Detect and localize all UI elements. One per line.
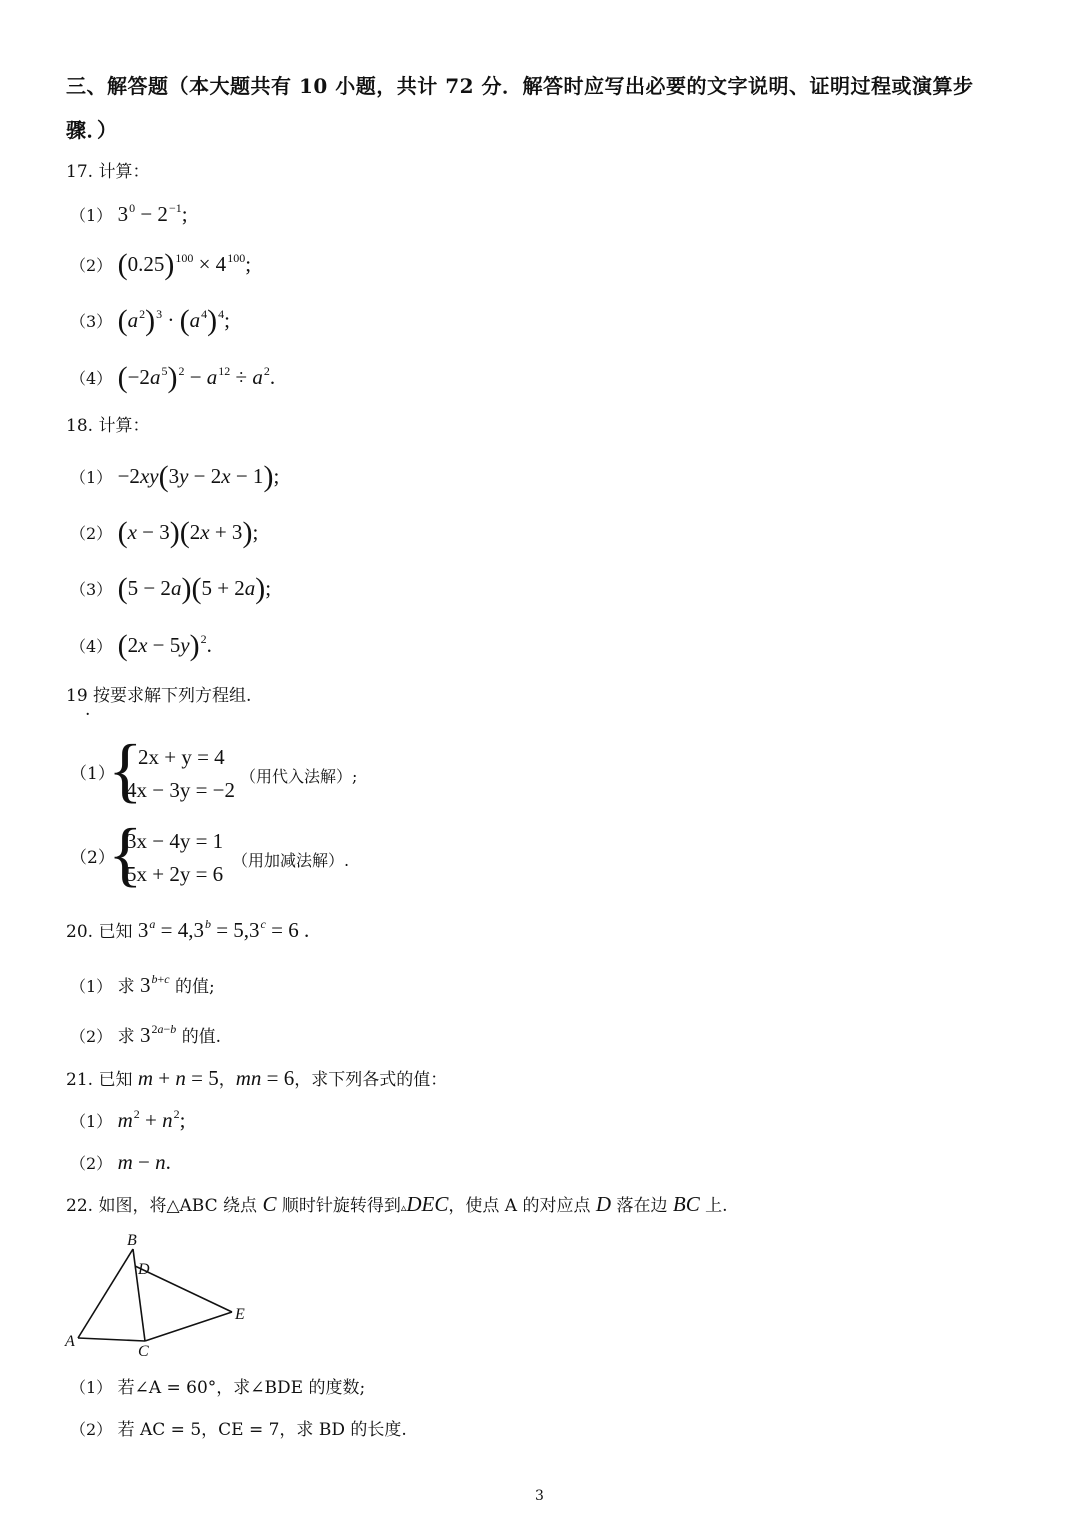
- part-label: （3）: [70, 312, 113, 331]
- q22-text: ，使点 A 的对应点: [448, 1196, 591, 1216]
- question-17: [66, 162, 149, 182]
- segment-ce: [145, 1312, 232, 1341]
- section-heading: 三、解答题（本大题共有 10 小题，共计 72 分．解答时应写出必要的文字说明、证明过程或演算步: [66, 74, 974, 98]
- segment-ac: [78, 1338, 145, 1341]
- q22-part-1: [70, 1378, 365, 1398]
- q19-part-2-method: （用加减法解）.: [232, 851, 350, 870]
- q17-part-1-expression: $3^0 - 2^{-1}$;: [117, 201, 188, 226]
- q22-text: 如图，将△ABC 绕点: [98, 1196, 258, 1216]
- q21-part-2: [70, 1152, 171, 1174]
- question-20: [66, 917, 310, 943]
- q17-part-3-expression: $(a^2)^3 \cdot (a^4)^4$;: [117, 304, 230, 337]
- part-label: （1）: [70, 1378, 113, 1397]
- q22-var-d: D: [595, 1192, 612, 1216]
- brace-symbol: {: [108, 814, 143, 894]
- q18-part-4: [70, 629, 212, 662]
- q19-part-1-eq1: 2x + y = 4: [138, 745, 225, 769]
- page-number: 3: [535, 1488, 544, 1504]
- question-21: 21. 已知 m + n = 5，mn = 6，求下列各式的值：: [66, 1066, 448, 1090]
- part-label: （1）: [70, 468, 113, 487]
- vertex-label-a: A: [65, 1333, 75, 1350]
- q17-part-1: [70, 201, 188, 227]
- vertex-label-e: E: [235, 1306, 245, 1323]
- part-label: （1）: [70, 206, 113, 225]
- q17-part-2: [70, 248, 252, 281]
- vertex-label-c: C: [138, 1343, 149, 1360]
- q20-part-2: [70, 1022, 222, 1048]
- q17-part-4: [70, 361, 276, 394]
- q22-text: 顺时针旋转得到: [281, 1196, 401, 1216]
- q21-part-1-expression: $m^2 + n^2$;: [117, 1107, 186, 1132]
- question-19: [66, 686, 251, 706]
- q19-part-1-eq2: 4x − 3y = −2: [126, 778, 236, 802]
- q22-part-2: [70, 1420, 407, 1440]
- q18-part-2: [70, 516, 259, 549]
- question-title: 已知: [98, 1070, 133, 1090]
- question-number: 18.: [66, 416, 94, 436]
- q21-condition-2: mn = 6: [235, 1066, 295, 1090]
- q22-triangle-name: DEC: [406, 1192, 449, 1216]
- part-label: （2）: [70, 524, 113, 543]
- part-label: （2）: [70, 1420, 113, 1439]
- question-title: 计算：: [98, 162, 150, 182]
- section-heading-cont: 骤．）: [66, 118, 118, 142]
- q20-part-1: [70, 972, 215, 998]
- part-label: （1）: [70, 977, 113, 996]
- part-label: （2）: [70, 1154, 113, 1173]
- q19-part-2-eq1: 3x − 4y = 1: [126, 829, 224, 853]
- q18-part-4-expression: $(2x - 5y)^2$.: [117, 629, 212, 662]
- question-22: [66, 1194, 728, 1218]
- q19-part-1-label: （1）: [70, 764, 115, 784]
- brace-symbol: {: [108, 730, 143, 810]
- part-label: （2）: [70, 1027, 113, 1046]
- q20-part-2-expression: $3^{2a-b}$: [140, 1022, 177, 1047]
- q22-part-1-text: 若∠A = 60°，求∠BDE 的度数;: [117, 1378, 366, 1398]
- question-18: [66, 416, 149, 436]
- question-number: 17.: [66, 162, 94, 182]
- q18-part-3: [70, 572, 272, 605]
- part-label: （3）: [70, 580, 113, 599]
- part-label: （2）: [70, 256, 113, 275]
- q22-var-c: C: [262, 1192, 277, 1216]
- part-label: （4）: [70, 637, 113, 656]
- triangle-figure: [60, 1228, 270, 1360]
- question-number: 20.: [66, 922, 94, 942]
- part-label: （1）: [70, 1112, 113, 1131]
- q20-condition: $3^a = 4,3^b = 5,3^c = 6$ .: [137, 917, 310, 942]
- q19-part-2-eq2: 5x + 2y = 6: [126, 862, 224, 886]
- part-text: 的值.: [181, 1027, 222, 1047]
- q17-part-2-expression: $(0.25)^{100} \times 4^{100}$;: [117, 248, 252, 281]
- q22-text: 落在边: [616, 1196, 668, 1216]
- q19-part-1-method: （用代入法解）;: [240, 767, 358, 786]
- q18-part-3-expression: (5 − 2a)(5 + 2a);: [117, 572, 272, 605]
- q21-part-2-expression: m − n.: [117, 1150, 171, 1174]
- q17-part-3: [70, 304, 230, 337]
- question-number: 19: [66, 686, 88, 706]
- q22-text: 上.: [705, 1196, 728, 1216]
- question-title: 按要求解下列方程组.: [93, 686, 252, 706]
- part-text: 求: [117, 1027, 135, 1047]
- q19-part-2-label: （2）: [70, 848, 115, 868]
- question-number: 21.: [66, 1070, 94, 1090]
- q20-part-1-expression: $3^{b+c}$: [140, 972, 170, 997]
- question-title: 已知: [98, 922, 133, 942]
- q21-tail: ，求下列各式的值：: [294, 1070, 448, 1090]
- vertex-label-b: B: [127, 1232, 137, 1249]
- part-text: 求: [117, 977, 135, 997]
- q18-part-1: [70, 460, 280, 493]
- part-text: 的值;: [175, 977, 215, 997]
- q21-condition-1: m + n = 5: [137, 1066, 219, 1090]
- q22-part-2-text: 若 AC = 5，CE = 7，求 BD 的长度.: [117, 1420, 407, 1440]
- q18-part-1-expression: −2xy(3y − 2x − 1);: [117, 460, 280, 493]
- q18-part-2-expression: (x − 3)(2x + 3);: [117, 516, 259, 549]
- q17-part-4-expression: $(-2a^5)^2 - a^{12} \div a^2$.: [117, 361, 276, 394]
- q22-var-bc: BC: [672, 1192, 700, 1216]
- q21-part-1: [70, 1107, 186, 1133]
- question-number: 22.: [66, 1196, 94, 1216]
- q19-dot: .: [85, 700, 91, 720]
- small-triangle-symbol: ▵: [400, 1201, 407, 1214]
- question-title: 计算：: [98, 416, 150, 436]
- part-label: （4）: [70, 369, 113, 388]
- segment-ab: [78, 1249, 133, 1338]
- vertex-label-d: D: [138, 1261, 150, 1278]
